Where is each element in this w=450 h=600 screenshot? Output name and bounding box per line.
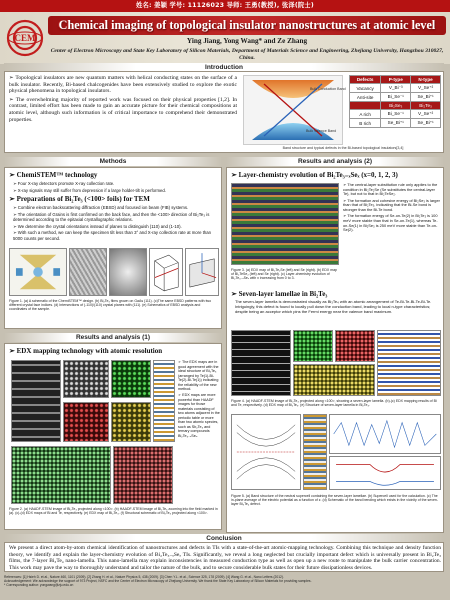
seven-layer-structure-model bbox=[377, 330, 441, 396]
conclusion-text: We present a direct atom-by-atom chemical identification of nanostructures and defects in TIs with a state-of-the-art atomic-mapping technology. Combining this technique and density function theory, we identify and explain the layer-chemistry evolution of Bi₂Te₃₋ₓSeₓ TIs. Significantly, we reveal a long neglected but crucially important defect which is universally present in Bi₂Te₃ films, the 7-layer Bi₃Te₄ nano-lamella. This nano-lamella may explain inconsistencies in measured conduction type as well as open up a new route to manipulate the bulk carrier concentration. This work may pave the way to thoroughly understand and tailor the nature of the bulk, and to secure considerable bulk states for their future dissipationless devices. bbox=[9, 545, 441, 571]
edx-mapping-heading-text: EDX mapping technology with atomic resolution bbox=[16, 347, 163, 355]
results-2-panel bbox=[226, 167, 444, 533]
introduction-panel bbox=[4, 71, 444, 153]
band-structure-figure bbox=[243, 75, 346, 145]
student-info-bar: 姓名: 姜颖 学号: 11126023 导师: 王勇(教授), 张泽(院士) bbox=[0, 0, 450, 12]
edx-map-large-right bbox=[113, 446, 173, 504]
defect-table-header: N-type bbox=[411, 76, 441, 84]
bi2te3-film-image bbox=[69, 248, 107, 296]
defect-table-cell: B rich bbox=[350, 119, 381, 128]
references-text: References: [1] Hsieh D. et al., Nature 460, 1101 (2009). [2] Zhang H. et al., Nature Physics 5, 438 (2009). [3] Chen Y.L. et al., Science 325, 178 (2009). [4] Wang G. et al., Nano Letters (2012). bbox=[4, 575, 284, 579]
section-title-conclusion: Conclusion bbox=[4, 534, 444, 543]
seven-layer-edx-composite bbox=[293, 364, 375, 396]
defect-table-cell: Bi_Se⁻¹ bbox=[381, 93, 411, 102]
supercell-model bbox=[303, 414, 327, 490]
chemistem-heading-text: ChemiSTEM™ technology bbox=[16, 171, 98, 179]
bullet: ➢ The formation and cohesive energy of Bi₂Se₃ is larger than that of Bi₂Te₃, indicating that the Bi-Se bond is stronger than the Bi-Te bond. bbox=[343, 197, 440, 213]
defect-table-cell: Se_Bi⁺¹ bbox=[411, 93, 441, 102]
seven-layer-haadf-image bbox=[231, 330, 291, 396]
edx-map-large-left bbox=[11, 446, 111, 504]
bullet: ➢ The formation energy of Se-on-Te(2) in Bi₂Te₃ is 100 meV more stable than that in Se-on-Te(1), whereas Te-on-Se(1) in Bi₂Se₃ is 250 meV more stable than Te-on-Se(2). bbox=[343, 213, 438, 233]
haadf-stem-image-a bbox=[11, 360, 61, 442]
chemistem-bullets bbox=[13, 181, 219, 194]
defect-table-cell: V_Se⁺² bbox=[411, 110, 441, 119]
figure-2-caption: Figure 2. (a) HAADF-STEM image of Bi₂Te₃ projected along <100>. (b) HAADF-STEM image of Bi₂Te₃ zooming into the field marked in (a). (c)-(d) EDX maps of Bi and Te, respectively. (e) EDX map of Bi₂Te₃. (f) Structural schematic of Bi₂Te₃ projected along <100>. bbox=[9, 507, 218, 516]
methods-panel bbox=[4, 167, 222, 329]
defect-table-cell: A rich bbox=[350, 110, 381, 119]
layer-chemistry-heading-text: Layer-chemistry evolution of Bi₂Te₃₋ₓSeₓ (x=0, 1, 2, 3) bbox=[238, 171, 398, 179]
correspondence-text: * Corresponding author: yongwang@zju.edu.cn bbox=[4, 583, 74, 587]
bullet: ➢ The central-layer substitution rule only applies to the condition in Bi₂Te₂Se (Se substitutes the central-layer Te), but not to that in Bi₂TeSe₂. bbox=[343, 182, 438, 197]
defect-table bbox=[349, 75, 441, 128]
haadf-stem-image-b bbox=[63, 360, 109, 398]
seven-layer-edx-te bbox=[335, 330, 375, 362]
band-bending-schematic bbox=[329, 456, 441, 490]
chemistem-schematic bbox=[9, 248, 67, 296]
defect-table-cell: V_Se⁺² bbox=[411, 84, 441, 93]
defect-table-cell: Bi_Se⁻¹ bbox=[381, 110, 411, 119]
layer-chemistry-bullets bbox=[343, 183, 441, 235]
edx-map-bi bbox=[111, 360, 151, 398]
poster-title: Chemical imaging of topological insulator nanostructures at atomic level bbox=[48, 16, 446, 35]
defect-table-cell: Se_Bi⁺¹ bbox=[381, 119, 411, 128]
intro-paragraph-2: ➢ The overwhelming majority of reported work was focused on their physical properties [1,2]. In contrast, limited effort has been made to gain an accurate picture for their chemical compositions at atomic level, although such information is of critical importance to comprehend their demonstrated properties. bbox=[9, 96, 237, 123]
seven-layer-edx-bi bbox=[293, 330, 333, 362]
acknowledgement-text: Acknowledgement: We acknowledge the support of 973 Project, NSFC and the Center of Electron Microscopy of Zhejiang University. We thank the State Key Laboratory of Silicon Materials for providing samples. bbox=[4, 579, 312, 583]
defect-table-cell: Anti-site bbox=[350, 93, 381, 102]
intro-paragraph-1: ➢ Topological insulators are new quantum matters with helical conducting states on the surface of a bulk insulator. Recently, Bi-based chalcogenides have been extensively studied to explore the exotic physical phenomena in topological insulators. bbox=[9, 75, 237, 95]
figure-1-caption: Figure 1. (a) A schematic of the ChemiSTEM™ design. (b) Bi₂Te₃ films grown on GaAs (111). (c)The same EBSD patterns with two different crystal face indices. (d) Intersections of (-110)/(110) crystal planes with (111). (e) Schematics of EBSD analysis and coordinates of the sample. bbox=[9, 299, 212, 312]
defect-table-cell: V_Bi⁻³ bbox=[381, 84, 411, 93]
conduction-band-label: Bulk Conduction Band bbox=[310, 87, 346, 91]
defect-table-header: Defects bbox=[350, 76, 381, 84]
conclusion-panel bbox=[4, 542, 444, 572]
layer-chemistry-edx-maps bbox=[231, 183, 339, 265]
bullet: ➢ EDX maps are more powerful than HAADF images for those materials consisting of two atoms adjacent in the periodic table or more than two atomic species, such as Sb₂Te₃ and ternary compounds Bi₂Te₃₋ₓSeₓ. bbox=[178, 393, 220, 438]
ebsd-pattern-image bbox=[109, 248, 147, 296]
references-block bbox=[4, 575, 446, 587]
bullet: ➢ Combine electron backscattering diffraction (EBSD) and focused ion beam (FIB) systems. bbox=[13, 205, 189, 210]
bullet: ➢ X-ray signals may still suffer from depression if a large holder-tilt is performed. bbox=[13, 187, 167, 193]
band-structure-plot bbox=[231, 414, 301, 490]
bullet: ➢ We determine the crystal orientations instead of planes to distinguish (110) and (1-10). bbox=[13, 223, 182, 229]
edx-map-composite bbox=[111, 402, 151, 442]
preparation-bullets bbox=[13, 205, 219, 242]
results-1-panel bbox=[4, 343, 222, 530]
structure-schematic bbox=[153, 360, 175, 442]
preparation-heading-text: Preparations of Bi₂Te₃ (<100> foils) for TEM bbox=[16, 195, 150, 203]
poster-authors: Ying Jiang, Yong Wang* and Ze Zhang bbox=[186, 37, 308, 45]
intro-figure-caption: Band structure and typical defects in the Bi-based topological insulators[3,4] bbox=[282, 146, 404, 150]
defect-table-cell: Bi₂Se₃ bbox=[381, 102, 411, 110]
defect-table-cell bbox=[350, 102, 381, 110]
seven-layer-paragraph: The seven-layer lamella is demonstrated visually as Bi₃Te₄ with an atomic arrangement of Te-Bi-Te-Bi-Te-Bi-Te. Intriguingly, this defect is found to locally pull down the conduction band, leading to local n-type characteristics; despite being an acceptor which pins the Fermi energy near the valence band maximum. bbox=[235, 299, 432, 314]
defect-table-cell: Se_Bi⁺¹ bbox=[411, 119, 441, 128]
svg-text:CEM: CEM bbox=[14, 33, 36, 43]
defect-table-cell: Vacancy bbox=[350, 84, 381, 93]
figure-5-caption: Figure 5. (a) Band structure of the neutral supercell containing the seven-layer lamellae. (b) Supercell used for the calculation. (c) The in-plane average of the electric potential as a function of z. (d) Schematic of the band bending which exists in the vicinity of the seven-layer Bi₃Te₄ defect. bbox=[231, 494, 439, 507]
figure-3-caption: Figure 3. (a) EDX map of Bi₂Te₂Se (left) and Se (right). (b) EDX map of Bi₂TeSe₂ (left) and Se (right). (c) Layer-chemistry evolution of Bi₂Te₃₋ₓSeₓ with x increasing from 0 to 3. bbox=[231, 268, 338, 281]
cem-logo bbox=[5, 18, 45, 58]
figure-4-caption: Figure 4. (a) HAADF-STEM image of Bi₂Te₃ projected along <100>, showing a seven-layer lamella. (b)-(c) EDX mapping results of Bi and Te, respectively. (d) EDX map of Bi₂Te₃. (e) Structure of seven-layer lamella in Bi₂Te₃. bbox=[231, 399, 437, 408]
poster-affiliation: Center of Electron Microscopy and State Key Laboratory of Silicon Materials, Department of Materials Science and Engineering, Zhejiang University, Hangzhou 310027, China. bbox=[50, 48, 444, 61]
preparation-heading: ➢ Preparations of Bi₂Te₃ (<100> foils) for TEM bbox=[9, 195, 150, 203]
band-structure-diagram bbox=[244, 76, 346, 144]
seven-layer-heading-text: Seven-layer lamellae in Bi₂Te₃ bbox=[238, 290, 328, 298]
bullet: ➢ The EDX maps are in good agreement with the ideal structure of Bi₂Te₃ (arranged by Te(1)-Bi-Te(2)-Bi-Te(1)) indicating the reliability of the new method. bbox=[178, 360, 219, 391]
section-title-results-2: Results and analysis (2) bbox=[226, 157, 444, 166]
section-title-results-1: Results and analysis (1) bbox=[4, 333, 222, 342]
layer-chemistry-heading: ➢ Layer-chemistry evolution of Bi₂Te₃₋ₓSeₓ (x=0, 1, 2, 3) bbox=[231, 171, 398, 179]
seven-layer-heading: ➢ Seven-layer lamellae in Bi₂Te₃ bbox=[231, 290, 328, 298]
poster-header bbox=[0, 12, 450, 64]
defect-table-cell: Bi₂Te₃ bbox=[411, 102, 441, 110]
section-title-methods: Methods bbox=[4, 157, 222, 166]
bullet: ➢ Four X-ray detectors promote X-ray collection rate. bbox=[13, 181, 115, 186]
ebsd-coordinate-schematic bbox=[185, 248, 219, 296]
potential-plot bbox=[329, 414, 441, 454]
edx-mapping-heading: ➢ EDX mapping technology with atomic resolution bbox=[9, 347, 163, 355]
edx-map-te bbox=[63, 402, 109, 442]
valence-band-label: Bulk Valence Band bbox=[306, 129, 337, 133]
chemistem-heading: ➢ ChemiSTEM™ technology bbox=[9, 171, 98, 179]
bullet: ➢ The orientation of Grains is first confirmed on the back face, and then the <100> direction of Bi₂Te₃ is determined according to the epitaxial crystallographic relations. bbox=[13, 211, 210, 222]
defect-table-header: P-type bbox=[381, 76, 411, 84]
edx-mapping-bullets bbox=[178, 360, 221, 440]
introduction-text bbox=[9, 75, 237, 125]
crystal-plane-schematic bbox=[149, 248, 183, 296]
bullet: ➢ With such a method, we can keep the specimen tilt less than 3° and X-ray collection rate at more than 5000 counts per second. bbox=[13, 230, 212, 241]
section-title-introduction: Introduction bbox=[4, 63, 444, 72]
